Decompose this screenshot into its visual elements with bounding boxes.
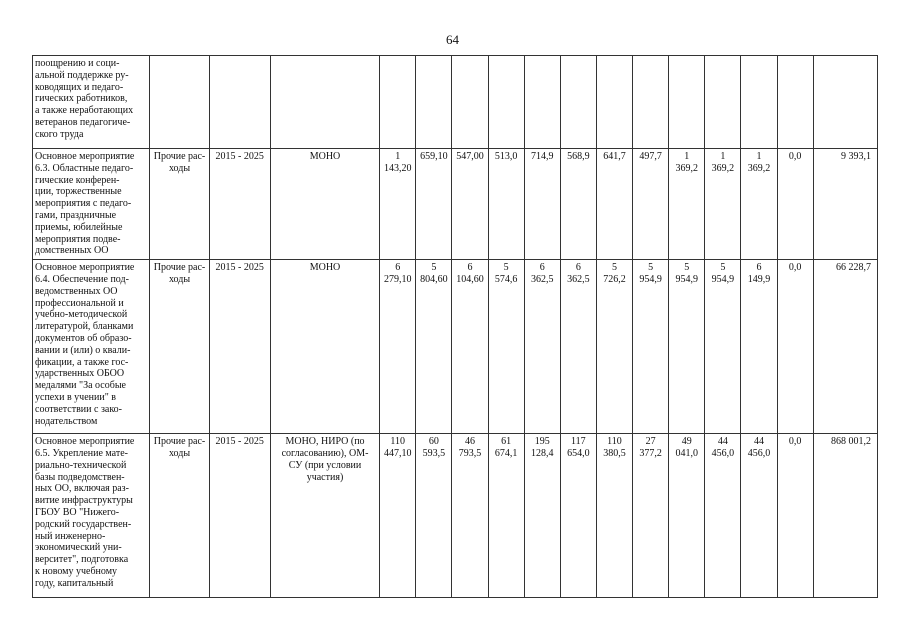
year-value-cell: 5 954,9 [669, 260, 705, 434]
year-value-cell: 5 954,9 [705, 260, 741, 434]
year-value-cell: 44 456,0 [705, 434, 741, 598]
zero-value-cell [777, 56, 813, 149]
year-value-cell: 6 362,5 [524, 260, 560, 434]
year-value-cell: 46 793,5 [452, 434, 488, 598]
year-value-cell [741, 56, 777, 149]
zero-value-cell: 0,0 [777, 434, 813, 598]
total-cell: 868 001,2 [813, 434, 877, 598]
fund-type-cell: Прочие рас- ходы [150, 434, 209, 598]
year-value-cell: 195 128,4 [524, 434, 560, 598]
year-value-cell: 6 362,5 [560, 260, 596, 434]
period-cell: 2015 - 2025 [209, 434, 270, 598]
year-value-cell: 714,9 [524, 149, 560, 260]
year-value-cell: 1 369,2 [669, 149, 705, 260]
period-cell [209, 56, 270, 149]
year-value-cell: 110 447,10 [380, 434, 416, 598]
year-value-cell [524, 56, 560, 149]
measure-description-cell: Основное мероприятие 6.4. Обеспечение под- ведомственных ОО профессиональной и учебно-методической литературой, бланками документов об образо- вании и (или) о квали- фикации, а также гос- ударственных ОБОО медалями "За особые успехи в учении" в соответствии с зако- нодательством [33, 260, 150, 434]
table-row [33, 56, 878, 149]
year-value-cell: 110 380,5 [596, 434, 632, 598]
year-value-cell [416, 56, 452, 149]
year-value-cell: 5 726,2 [596, 260, 632, 434]
year-value-cell: 513,0 [488, 149, 524, 260]
fund-type-cell: Прочие рас- ходы [150, 149, 209, 260]
year-value-cell: 61 674,1 [488, 434, 524, 598]
year-value-cell: 6 104,60 [452, 260, 488, 434]
year-value-cell: 5 804,60 [416, 260, 452, 434]
year-value-cell: 6 149,9 [741, 260, 777, 434]
fund-type-cell: Прочие рас- ходы [150, 260, 209, 434]
year-value-cell: 497,7 [633, 149, 669, 260]
year-value-cell [380, 56, 416, 149]
year-value-cell: 659,10 [416, 149, 452, 260]
year-value-cell: 60 593,5 [416, 434, 452, 598]
measure-description-cell: Основное мероприятие 6.3. Областные педаго- гические конферен- ции, торжественные мероприятия с педаго- гами, праздничные приемы, юбилейные мероприятия подве- домственных ОО [33, 149, 150, 260]
year-value-cell: 1 369,2 [705, 149, 741, 260]
year-value-cell: 1 369,2 [741, 149, 777, 260]
measure-description-cell: поощрению и соци- альной поддержке ру- ководящих и педаго- гических работников, а также неработающих ветеранов педагогиче- ского труда [33, 56, 150, 149]
executor-cell [270, 56, 379, 149]
fund-type-cell [150, 56, 209, 149]
year-value-cell [705, 56, 741, 149]
executor-cell: МОНО, НИРО (по согласованию), ОМ- СУ (при условии участия) [270, 434, 379, 598]
year-value-cell: 117 654,0 [560, 434, 596, 598]
total-cell [813, 56, 877, 149]
year-value-cell [596, 56, 632, 149]
year-value-cell: 641,7 [596, 149, 632, 260]
year-value-cell: 5 574,6 [488, 260, 524, 434]
year-value-cell [669, 56, 705, 149]
year-value-cell: 6 279,10 [380, 260, 416, 434]
year-value-cell [488, 56, 524, 149]
year-value-cell: 547,00 [452, 149, 488, 260]
year-value-cell [560, 56, 596, 149]
year-value-cell: 5 954,9 [633, 260, 669, 434]
measure-description-cell: Основное мероприятие 6.5. Укрепление мате- риально-технической базы подведомствен- ных ОО, включая раз- витие инфраструктуры ГБОУ ВО "Нижего- родский государствен- ный инженерно- экономический уни- верситет", подготовка к новому учебному году, капитальный [33, 434, 150, 598]
year-value-cell: 1 143,20 [380, 149, 416, 260]
budget-table [32, 55, 878, 598]
year-value-cell: 27 377,2 [633, 434, 669, 598]
table-row [33, 260, 878, 434]
table-row [33, 434, 878, 598]
period-cell: 2015 - 2025 [209, 149, 270, 260]
total-cell: 66 228,7 [813, 260, 877, 434]
executor-cell: МОНО [270, 149, 379, 260]
year-value-cell: 568,9 [560, 149, 596, 260]
year-value-cell [452, 56, 488, 149]
total-cell: 9 393,1 [813, 149, 877, 260]
table-row [33, 149, 878, 260]
year-value-cell: 49 041,0 [669, 434, 705, 598]
page-number: 64 [446, 32, 459, 47]
year-value-cell: 44 456,0 [741, 434, 777, 598]
executor-cell: МОНО [270, 260, 379, 434]
zero-value-cell: 0,0 [777, 260, 813, 434]
period-cell: 2015 - 2025 [209, 260, 270, 434]
zero-value-cell: 0,0 [777, 149, 813, 260]
year-value-cell [633, 56, 669, 149]
